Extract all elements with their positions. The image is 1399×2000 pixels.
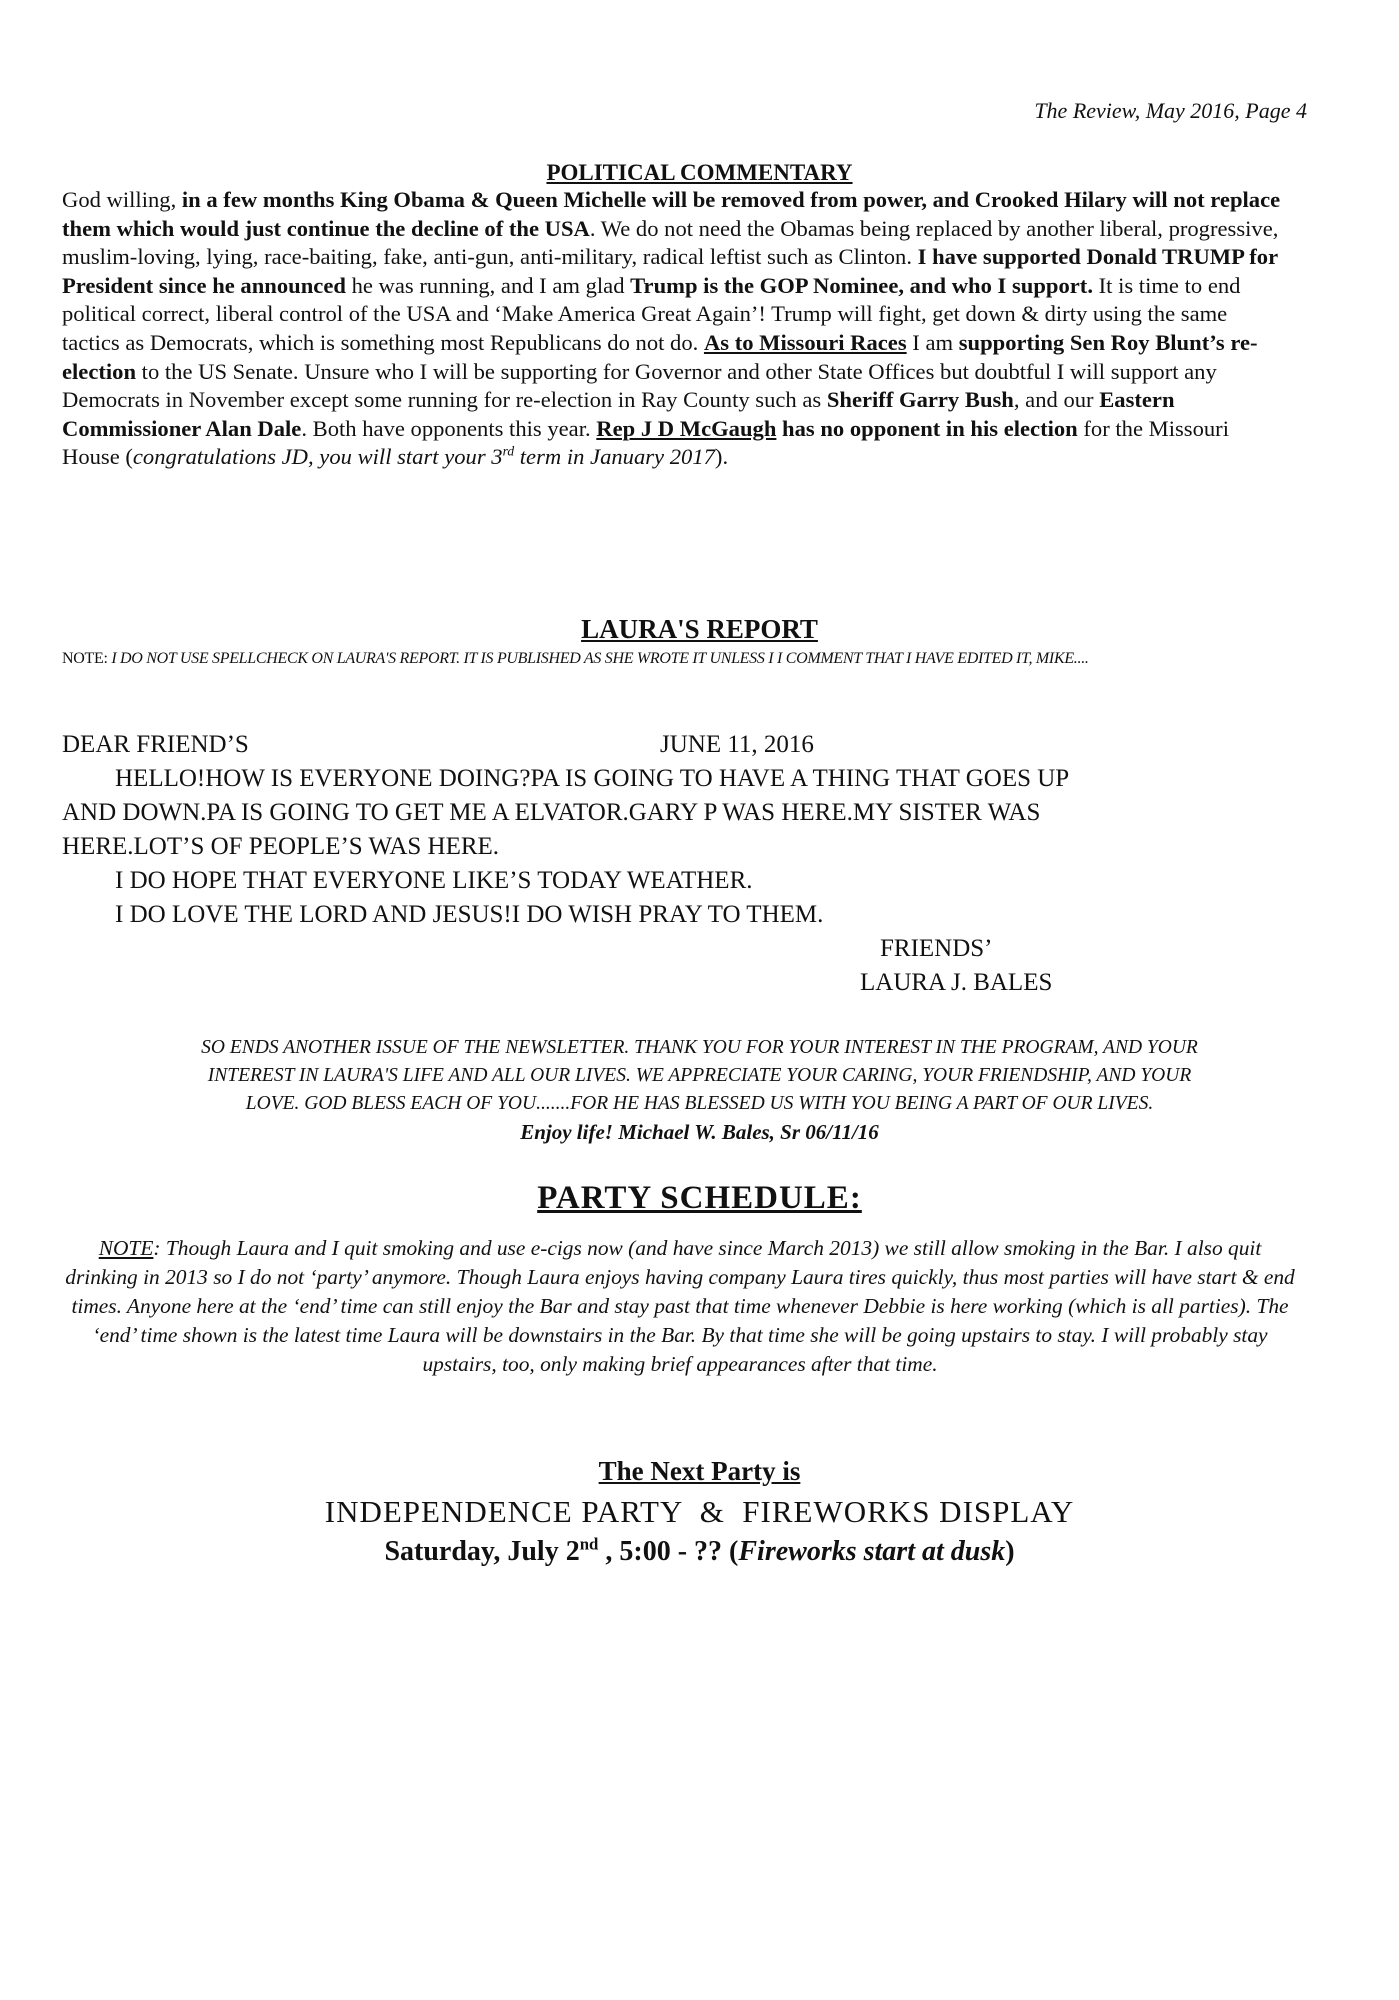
closing-line: INTEREST IN LAURA'S LIFE AND ALL OUR LIVES. WE APPRECIATE YOUR CARING, YOUR FRIENDSHIP, AND YOUR [207,1065,1192,1086]
letter-signoff: FRIENDS’ [880,935,993,962]
letter-line: I DO LOVE THE LORD AND JESUS!I DO WISH PRAY TO THEM. [115,901,824,928]
text-run-bold: I have supported Donald TRUMP for President since he announced [62,244,1278,298]
text-run: for the Missouri House ( [62,415,1229,470]
text-run-bold: in a few months King Obama & Queen Michelle will be removed from power, and Crooked Hilary will not replace them which would just continue the decline of the USA [62,187,1281,241]
text-run-italic: congratulations JD, you will start your 3 [132,444,503,470]
event-date [0,1536,1399,1568]
text-run: ) [1005,1536,1015,1567]
text-run-italic: term in January 2017 [514,444,715,470]
text-run-bold-underline: Rep J D McGaugh [596,415,777,441]
text-run: God willing, [62,187,182,212]
superscript: rd [502,443,515,459]
event-name: INDEPENDENCE PARTY & FIREWORKS DISPLAY [324,1494,1075,1529]
next-party-label: The Next Party is [598,1456,801,1486]
text-run: . Both have opponents this year. [301,415,597,441]
letter-salutation: DEAR FRIEND’S [62,731,249,758]
superscript: nd [579,1534,599,1554]
text-run-bold: Eastern Commissioner Alan Dale [62,387,1175,441]
party-schedule-title: PARTY SCHEDULE: [537,1180,862,1216]
party-schedule-note [60,1234,1300,1379]
closing-line: LOVE. GOD BLESS EACH OF YOU.......FOR HE HAS BLESSED US WITH YOU BEING A PART OF OUR LIVES. [245,1093,1154,1114]
letter-line: AND DOWN.PA IS GOING TO GET ME A ELVATOR.GARY P WAS HERE.MY SISTER WAS [62,799,1041,826]
text-run: he was running, and I am glad [345,272,631,298]
text-run: ). [714,444,729,470]
text-run-italic: Fireworks start at dusk [738,1536,1006,1567]
letter-line: HERE.LOT’S OF PEOPLE’S WAS HERE. [62,833,500,860]
closing-line: SO ENDS ANOTHER ISSUE OF THE NEWSLETTER. THANK YOU FOR YOUR INTEREST IN THE PROGRAM, AND YOUR [201,1037,1198,1058]
text-run-bold: supporting Sen Roy Blunt’s re-election [62,329,1258,384]
running-head: The Review, May 2016, Page 4 [1034,98,1307,123]
letter-line: HELLO!HOW IS EVERYONE DOING?PA IS GOING TO HAVE A THING THAT GOES UP [115,765,1070,792]
political-commentary-body [62,186,1282,472]
editor-signoff: Enjoy life! Michael W. Bales, Sr 06/11/16 [520,1120,879,1144]
note-text: : Though Laura and I quit smoking and use e-cigs now (and have since March 2013) we still allow smoking in the Bar. I also quit drinking in 2013 so I do not ‘party’ anymore. Though Laura enjoys having company Laura tires quickly, thus most parties will have start & end times. Anyone here at the ‘end’ time can still enjoy the Bar and stay past that time whenever Debbie is here working (which is all parties). The ‘end’ time shown is the latest time Laura will be downstairs in the Bar. By that time she will be going upstairs to stay. I will probably stay upstairs, too, only making brief appearances after that time. [65,1236,1295,1376]
lauras-report-title: LAURA'S REPORT [581,614,818,644]
lauras-report-note [62,648,1322,669]
text-run: Saturday, July 2 [384,1536,580,1567]
text-run-bold: Sheriff Garry Bush [826,387,1014,413]
text-run: , and our [1013,387,1100,413]
note-lead: NOTE [98,1236,154,1260]
text-run: I am [906,329,959,355]
letter-date: JUNE 11, 2016 [660,731,814,758]
text-run-bold-underline: As to Missouri Races [703,329,907,355]
text-run-bold: has no opponent in his election [776,415,1078,441]
letter-signature-name: LAURA J. BALES [860,969,1053,996]
text-run-bold: Trump is the GOP Nominee, and who I support. [630,272,1093,298]
text-run: . We do not need the Obamas being replaced by another liberal, progressive, muslim-loving, lying, race-baiting, fake, anti-gun, anti-military, radical leftist such as Clinton. [62,215,1279,270]
letter-line: I DO HOPE THAT EVERYONE LIKE’S TODAY WEATHER. [115,867,753,894]
note-text: I DO NOT USE SPELLCHECK ON LAURA'S REPORT. IT IS PUBLISHED AS SHE WROTE IT UNLESS I I COMMENT THAT I HAVE EDITED IT, MIKE.... [111,650,1089,667]
text-run: , 5:00 - ?? ( [598,1536,739,1567]
text-run: It is time to end political correct, liberal control of the USA and ‘Make America Great Again’! Trump will fight, get down & dirty using the same tactics as Democrats, which is something most Republicans do not do. [62,272,1241,355]
text-run: to the US Senate. Unsure who I will be supporting for Governor and other State Offices but doubtful I will support any Democrats in November except some running for re-election in Ray County such as [62,358,1217,413]
political-commentary-title: POLITICAL COMMENTARY [546,160,853,185]
note-lead: NOTE: [62,650,112,667]
